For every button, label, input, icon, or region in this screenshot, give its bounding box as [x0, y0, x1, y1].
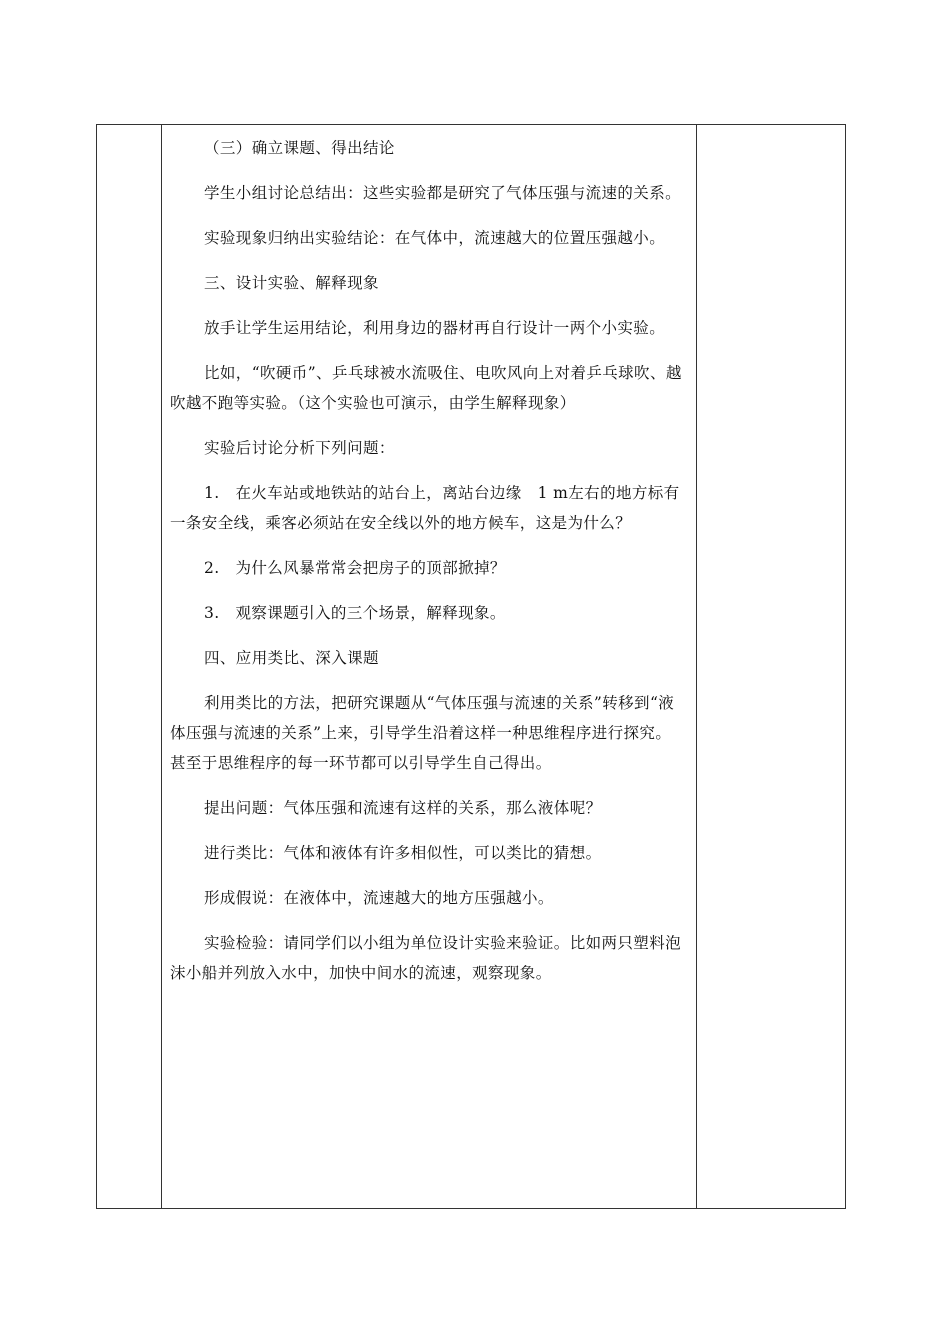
lesson-table — [96, 124, 846, 1209]
paragraph: 比如，“吹硬币”、乒乓球被水流吸住、电吹风向上对着乒乓球吹、越吹越不跑等实验。（这个实验也可演示，由学生解释现象） — [170, 364, 682, 412]
paragraph: 进行类比：气体和液体有许多相似性，可以类比的猜想。 — [204, 844, 602, 862]
section-heading-conclusion: （三）确立课题、得出结论 — [204, 139, 395, 157]
paragraph: 实验检验：请同学们以小组为单位设计实验来验证。比如两只塑料泡沫小船并列放入水中，加快中间水的流速，观察现象。 — [170, 934, 682, 982]
paragraph: 放手让学生运用结论，利用身边的器材再自行设计一两个小实验。 — [204, 319, 666, 337]
paragraph: 实验现象归纳出实验结论：在气体中，流速越大的位置压强越小。 — [204, 229, 666, 247]
question-item: 2. 为什么风暴常常会把房子的顶部掀掉？ — [204, 559, 506, 577]
section-heading-analogy: 四、应用类比、深入课题 — [204, 649, 379, 667]
paragraph: 实验后讨论分析下列问题： — [204, 439, 395, 457]
table-main-column — [162, 125, 697, 1208]
section-heading-design: 三、设计实验、解释现象 — [204, 274, 379, 292]
lesson-content — [162, 125, 696, 1003]
table-right-column — [697, 125, 845, 1208]
paragraph: 提出问题：气体压强和流速有这样的关系，那么液体呢？ — [204, 799, 602, 817]
table-left-column — [97, 125, 162, 1208]
paragraph: 利用类比的方法，把研究课题从“气体压强与流速的关系”转移到“液体压强与流速的关系”上来，引导学生沿着这样一种思维程序进行探究。甚至于思维程序的每一环节都可以引导学生自己得出。 — [170, 694, 675, 772]
paragraph: 形成假说：在液体中，流速越大的地方压强越小。 — [204, 889, 554, 907]
question-item: 1. 在火车站或地铁站的站台上，离站台边缘 1 m左右的地方标有一条安全线，乘客必须站在安全线以外的地方候车，这是为什么？ — [170, 484, 680, 532]
question-item: 3. 观察课题引入的三个场景，解释现象。 — [204, 604, 506, 622]
paragraph: 学生小组讨论总结出：这些实验都是研究了气体压强与流速的关系。 — [204, 184, 682, 202]
